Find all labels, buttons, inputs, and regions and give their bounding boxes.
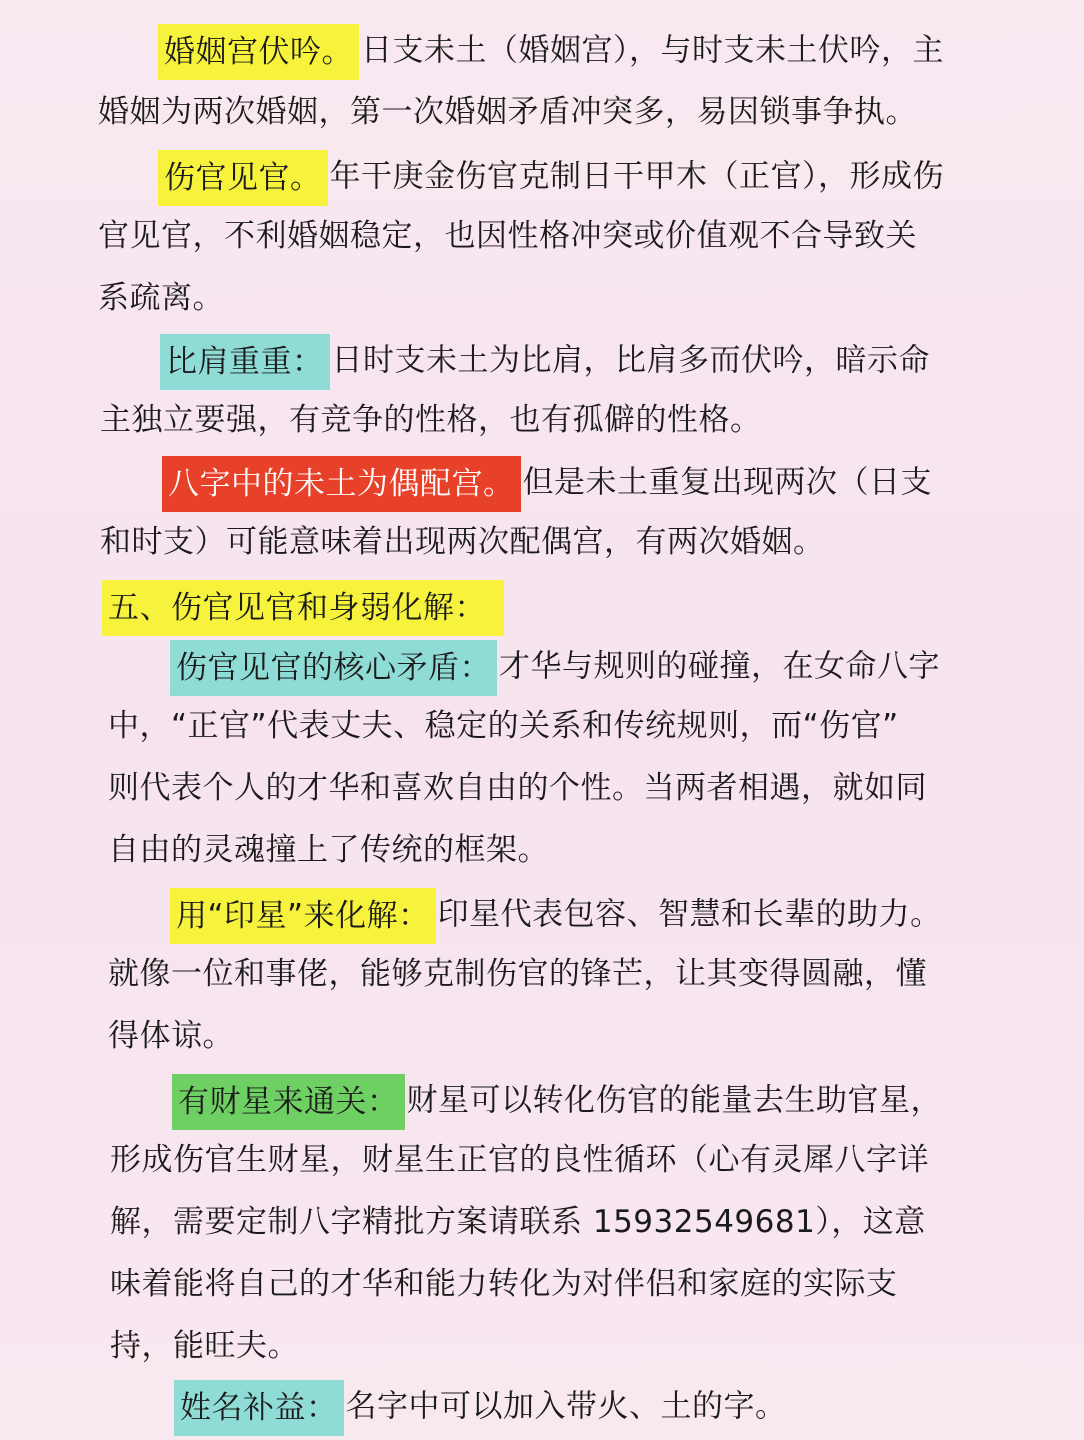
paragraph-6-line-2 [108,702,899,750]
paragraph-8-line-4 [110,1260,898,1308]
highlight-caixing: 有财星来通关： [172,1074,405,1130]
text-line: 日时支未土为比肩，比肩多而伏吟，暗示命 [331,342,930,379]
paragraph-6-line-1 [176,640,940,688]
paragraph-2-line-3 [98,274,224,322]
highlight-yinxing: 用“印星”来化解： [170,888,436,944]
paragraph-3-line-2 [100,396,762,444]
highlight-bijian: 比肩重重： [160,334,330,390]
highlight-shangguan-jianguan: 伤官见官。 [158,150,328,206]
text-line: 婚姻为两次婚姻，第一次婚姻矛盾冲突多，易因锁事争执。 [98,94,917,130]
paragraph-3-line-1 [166,334,930,382]
text-line: 印星代表包容、智慧和长辈的助力。 [437,896,942,933]
paragraph-8-line-2 [110,1136,929,1184]
highlight-spouse-palace: 八字中的未土为偶配宫。 [162,456,521,512]
paragraph-7-line-3 [108,1012,234,1060]
text-line: 得体谅。 [108,1018,234,1054]
text-line: 才华与规则的碰撞，在女命八字 [499,648,940,685]
paragraph-2-line-2 [98,212,917,260]
text-line: 财星可以转化伤官的能量去生助官星， [406,1082,942,1119]
text-line: 持，能旺夫。 [110,1328,299,1364]
paragraph-7-line-1 [176,888,942,936]
paragraph-1-line-1 [164,24,944,72]
text-line: 系疏离。 [98,280,224,316]
text-line: 就像一位和事佬，能够克制伤官的锋芒，让其变得圆融，懂 [108,956,927,992]
paragraph-8-line-1 [178,1074,942,1122]
paragraph-6-line-4 [108,826,549,874]
paragraph-6-line-3 [108,764,927,812]
section-heading: 五、伤官见官和身弱化解： [102,580,504,636]
text-line: 中，“正官”代表丈夫、稳定的关系和传统规则，而“伤官” [108,708,899,744]
text-line: 年干庚金伤官克制日干甲木（正官），形成伤 [329,158,944,195]
paragraph-8-line-5 [110,1322,299,1370]
text-line: 解，需要定制八字精批方案请联系 15932549681），这意 [110,1204,926,1240]
text-line: 主独立要强，有竞争的性格，也有孤僻的性格。 [100,402,762,438]
highlight-name-benefit: 姓名补益： [174,1380,344,1436]
text-line: 但是未土重复出现两次（日支 [522,464,932,501]
text-line: 和时支）可能意味着出现两次配偶宫，有两次婚姻。 [100,524,825,560]
text-line: 日支未土（婚姻宫），与时支未土伏吟，主 [361,32,944,69]
paragraph-9-line-1 [180,1380,787,1428]
text-line: 味着能将自己的才华和能力转化为对伴侣和家庭的实际支 [110,1266,898,1302]
text-line: 官见官，不利婚姻稳定，也因性格冲突或价值观不合导致关 [98,218,917,254]
paragraph-2-line-1 [164,150,944,198]
text-line: 形成伤官生财星，财星生正官的良性循环（心有灵犀八字详 [110,1142,929,1178]
text-line: 则代表个人的才华和喜欢自由的个性。当两者相遇，就如同 [108,770,927,806]
text-line: 自由的灵魂撞上了传统的框架。 [108,832,549,868]
text-line: 名字中可以加入带火、土的字。 [345,1388,787,1425]
paragraph-4-line-1 [168,456,932,504]
highlight-core-conflict: 伤官见官的核心矛盾： [170,640,497,696]
paragraph-8-line-3 [110,1198,926,1246]
paragraph-4-line-2 [100,518,825,566]
highlight-marriage-palace: 婚姻宫伏吟。 [158,24,359,80]
paragraph-1-line-2 [98,88,917,136]
section-5-heading [108,580,506,628]
paragraph-7-line-2 [108,950,927,998]
